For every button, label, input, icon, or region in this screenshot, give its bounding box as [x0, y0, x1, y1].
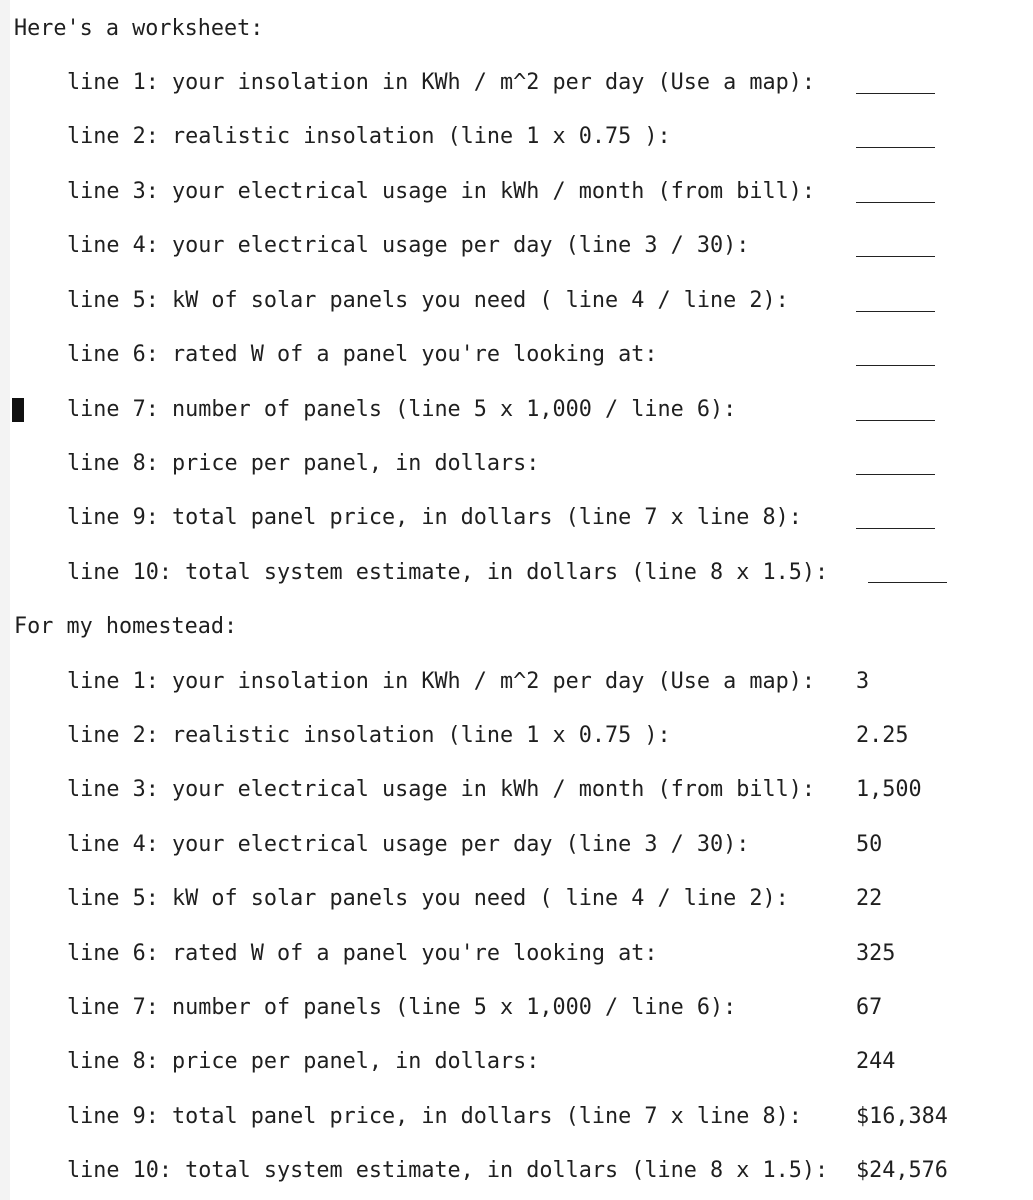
- line-label: line 3: your electrical usage in kWh / month (from bill):: [67, 179, 816, 204]
- line-label: line 7: number of panels (line 5 x 1,000 / line 6):: [67, 397, 737, 422]
- worksheet-line-2: [67, 123, 1007, 151]
- line-label: line 5: kW of solar panels you need ( line 4 / line 2):: [67, 886, 789, 911]
- text-cursor: [12, 398, 24, 422]
- homestead-line-9: [67, 1103, 1007, 1131]
- line-label: line 2: realistic insolation (line 1 x 0.75 ):: [67, 124, 671, 149]
- answer-blank[interactable]: [856, 256, 935, 257]
- line-value: 1,500: [856, 777, 922, 802]
- homestead-line-4: [67, 831, 1007, 859]
- homestead-line-10: [67, 1157, 1007, 1185]
- answer-blank[interactable]: [856, 202, 935, 203]
- homestead-line-3: [67, 776, 1007, 804]
- answer-blank[interactable]: [856, 147, 935, 148]
- line-label: line 4: your electrical usage per day (line 3 / 30):: [67, 233, 750, 258]
- line-value: 67: [856, 995, 883, 1020]
- answer-blank[interactable]: [856, 420, 935, 421]
- worksheet-line-8: [67, 450, 1007, 478]
- line-label: line 7: number of panels (line 5 x 1,000 / line 6):: [67, 995, 737, 1020]
- answer-blank[interactable]: [856, 528, 935, 529]
- homestead-heading: For my homestead:: [14, 614, 238, 639]
- line-label: line 6: rated W of a panel you're looking at:: [67, 941, 658, 966]
- worksheet-line-7: [67, 396, 1007, 424]
- line-value: 3: [856, 669, 870, 694]
- homestead-line-8: [67, 1048, 1007, 1076]
- line-label: line 5: kW of solar panels you need ( line 4 / line 2):: [67, 288, 789, 313]
- line-value: 50: [856, 832, 883, 857]
- homestead-line-7: [67, 994, 1007, 1022]
- worksheet-line-1: [67, 69, 1007, 97]
- worksheet-line-5: [67, 287, 1007, 315]
- left-gutter: [0, 0, 10, 1200]
- line-value: $16,384: [856, 1104, 948, 1129]
- worksheet-line-6: [67, 341, 1007, 369]
- answer-blank[interactable]: [856, 365, 935, 366]
- homestead-line-2: [67, 722, 1007, 750]
- line-label: line 3: your electrical usage in kWh / month (from bill):: [67, 777, 816, 802]
- line-label: line 4: your electrical usage per day (line 3 / 30):: [67, 832, 750, 857]
- line-value: 244: [856, 1049, 896, 1074]
- homestead-line-1: [67, 668, 1007, 696]
- worksheet-line-3: [67, 178, 1007, 206]
- line-label: line 10: total system estimate, in dollars (line 8 x 1.5):: [67, 1158, 829, 1183]
- line-value: 325: [856, 941, 896, 966]
- line-label: line 1: your insolation in KWh / m^2 per day (Use a map):: [67, 669, 816, 694]
- line-label: line 8: price per panel, in dollars:: [67, 451, 540, 476]
- homestead-line-5: [67, 885, 1007, 913]
- worksheet-line-10: [67, 559, 1007, 587]
- line-label: line 9: total panel price, in dollars (line 7 x line 8):: [67, 505, 802, 530]
- answer-blank[interactable]: [856, 474, 935, 475]
- line-value: 22: [856, 886, 883, 911]
- line-label: line 9: total panel price, in dollars (line 7 x line 8):: [67, 1104, 802, 1129]
- answer-blank[interactable]: [856, 93, 935, 94]
- line-label: line 10: total system estimate, in dollars (line 8 x 1.5):: [67, 560, 829, 585]
- line-value: 2.25: [856, 723, 909, 748]
- worksheet-line-4: [67, 232, 1007, 260]
- line-label: line 8: price per panel, in dollars:: [67, 1049, 540, 1074]
- line-label: line 1: your insolation in KWh / m^2 per day (Use a map):: [67, 70, 816, 95]
- line-label: line 6: rated W of a panel you're looking at:: [67, 342, 658, 367]
- line-label: line 2: realistic insolation (line 1 x 0.75 ):: [67, 723, 671, 748]
- line-value: $24,576: [856, 1158, 948, 1183]
- answer-blank[interactable]: [868, 582, 947, 583]
- worksheet-heading: Here's a worksheet:: [14, 16, 264, 41]
- homestead-line-6: [67, 940, 1007, 968]
- worksheet-line-9: [67, 504, 1007, 532]
- answer-blank[interactable]: [856, 311, 935, 312]
